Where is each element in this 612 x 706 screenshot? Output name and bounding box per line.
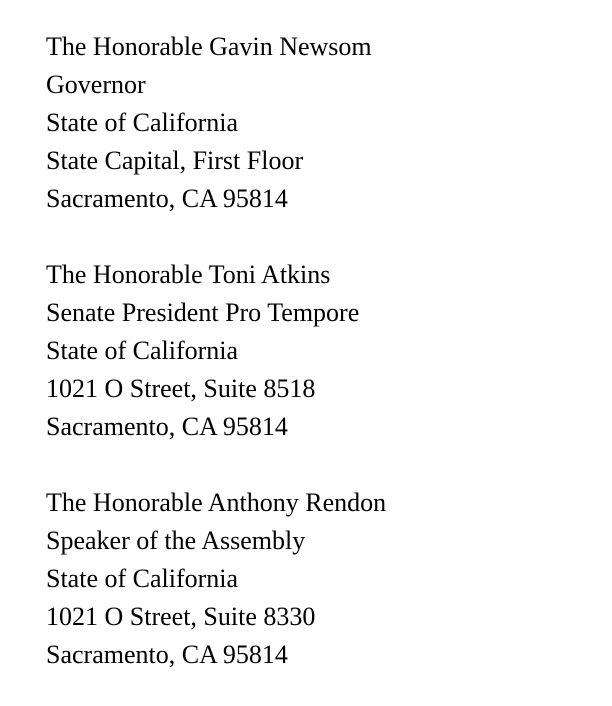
addressee-title: Speaker of the Assembly xyxy=(46,526,306,555)
addressee-name: The Honorable Gavin Newsom xyxy=(46,32,372,61)
addressee-name: The Honorable Anthony Rendon xyxy=(46,488,387,517)
addressee-organization: State of California xyxy=(46,336,239,365)
address-block-governor xyxy=(46,28,586,218)
addressee-organization: State of California xyxy=(46,564,239,593)
addressee-city-state-zip: Sacramento, CA 95814 xyxy=(46,640,288,669)
addressee-street: 1021 O Street, Suite 8330 xyxy=(46,602,316,631)
addressee-name: The Honorable Toni Atkins xyxy=(46,260,331,289)
addressee-street: 1021 O Street, Suite 8518 xyxy=(46,374,316,403)
addressee-organization: State of California xyxy=(46,108,239,137)
addressee-city-state-zip: Sacramento, CA 95814 xyxy=(46,412,288,441)
address-list xyxy=(46,28,586,674)
addressee-title: Senate President Pro Tempore xyxy=(46,298,360,327)
addressee-city-state-zip: Sacramento, CA 95814 xyxy=(46,184,288,213)
addressee-title: Governor xyxy=(46,70,146,99)
address-block-assembly-speaker xyxy=(46,484,586,674)
addressee-street: State Capital, First Floor xyxy=(46,146,304,175)
address-block-senate-president xyxy=(46,256,586,446)
